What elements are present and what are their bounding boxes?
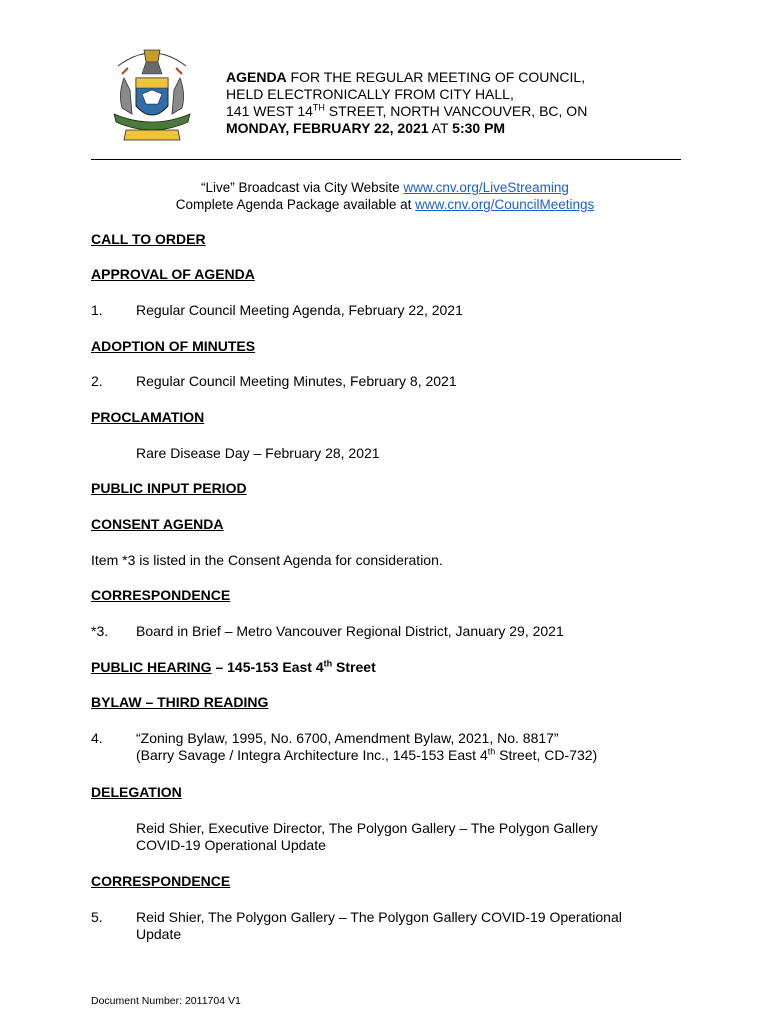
- delegation-line1: Reid Shier, Executive Director, The Polygon Gallery – The Polygon Gallery: [136, 820, 598, 836]
- public-hearing-label: PUBLIC HEARING: [91, 659, 212, 675]
- item-4-text: [136, 730, 597, 764]
- section-bylaw-third-reading: BYLAW – THIRD READING: [91, 694, 269, 710]
- proclamation-text: Rare Disease Day – February 28, 2021: [136, 445, 380, 461]
- delegation-line2: COVID-19 Operational Update: [136, 837, 326, 853]
- item-4-line2-post: Street, CD-732): [495, 747, 598, 763]
- council-meetings-link[interactable]: www.cnv.org/CouncilMeetings: [415, 197, 595, 212]
- consent-agenda-note: Item *3 is listed in the Consent Agenda for consideration.: [91, 552, 443, 568]
- header-line3-sup: TH: [312, 102, 325, 113]
- header-line3-post: STREET, NORTH VANCOUVER, BC, ON: [324, 103, 588, 119]
- public-hearing-sup: th: [323, 658, 333, 669]
- public-hearing-address-pre: – 145-153 East 4: [211, 659, 324, 675]
- section-consent-agenda: CONSENT AGENDA: [91, 516, 224, 532]
- item-4-line2-pre: (Barry Savage / Integra Architecture Inc., 145-153 East 4: [136, 747, 488, 763]
- meeting-date: MONDAY, FEBRUARY 22, 2021: [226, 120, 429, 136]
- agenda-header: [226, 69, 587, 137]
- section-proclamation: PROCLAMATION: [91, 409, 205, 425]
- item-5-text: [136, 909, 622, 943]
- section-public-hearing: [91, 659, 376, 675]
- item-1-number: 1.: [91, 302, 103, 318]
- section-delegation: DELEGATION: [91, 784, 182, 800]
- live-streaming-link[interactable]: www.cnv.org/LiveStreaming: [403, 180, 569, 195]
- broadcast-prefix: “Live” Broadcast via City Website: [201, 180, 404, 195]
- section-call-to-order: CALL TO ORDER: [91, 231, 206, 247]
- header-line1: FOR THE REGULAR MEETING OF COUNCIL,: [286, 69, 586, 85]
- document-number: Document Number: 2011704 V1: [91, 995, 241, 1007]
- item-1-text: Regular Council Meeting Agenda, February 22, 2021: [136, 302, 463, 318]
- item-4-number: 4.: [91, 730, 103, 746]
- meeting-time: 5:30 PM: [452, 120, 506, 136]
- item-5-line2: Update: [136, 926, 182, 942]
- header-line2: HELD ELECTRONICALLY FROM CITY HALL,: [226, 86, 514, 102]
- item-4-line2-sup: th: [487, 746, 496, 757]
- item-5-number: 5.: [91, 909, 103, 925]
- item-3-text: Board in Brief – Metro Vancouver Regional District, January 29, 2021: [136, 623, 564, 639]
- item-5-line1: Reid Shier, The Polygon Gallery – The Polygon Gallery COVID-19 Operational: [136, 909, 622, 925]
- item-4-line1: “Zoning Bylaw, 1995, No. 6700, Amendment Bylaw, 2021, No. 8817”: [136, 730, 559, 746]
- package-line: [0, 196, 770, 213]
- city-crest-logo: [108, 44, 196, 150]
- section-adoption-of-minutes: ADOPTION OF MINUTES: [91, 338, 256, 354]
- header-agenda-word: AGENDA: [226, 69, 287, 85]
- header-at: AT: [428, 120, 453, 136]
- header-line3-pre: 141 WEST 14: [226, 103, 313, 119]
- item-2-number: 2.: [91, 373, 103, 389]
- delegation-text: [136, 820, 598, 854]
- broadcast-line: [0, 179, 770, 196]
- section-approval-of-agenda: APPROVAL OF AGENDA: [91, 266, 255, 282]
- section-correspondence-1: CORRESPONDENCE: [91, 587, 231, 603]
- package-prefix: Complete Agenda Package available at: [175, 197, 416, 212]
- section-correspondence-2: CORRESPONDENCE: [91, 873, 231, 889]
- header-divider: [91, 159, 681, 160]
- public-hearing-address-post: Street: [332, 659, 376, 675]
- item-3-number: *3.: [91, 623, 109, 639]
- item-2-text: Regular Council Meeting Minutes, February 8, 2021: [136, 373, 457, 389]
- section-public-input-period: PUBLIC INPUT PERIOD: [91, 480, 247, 496]
